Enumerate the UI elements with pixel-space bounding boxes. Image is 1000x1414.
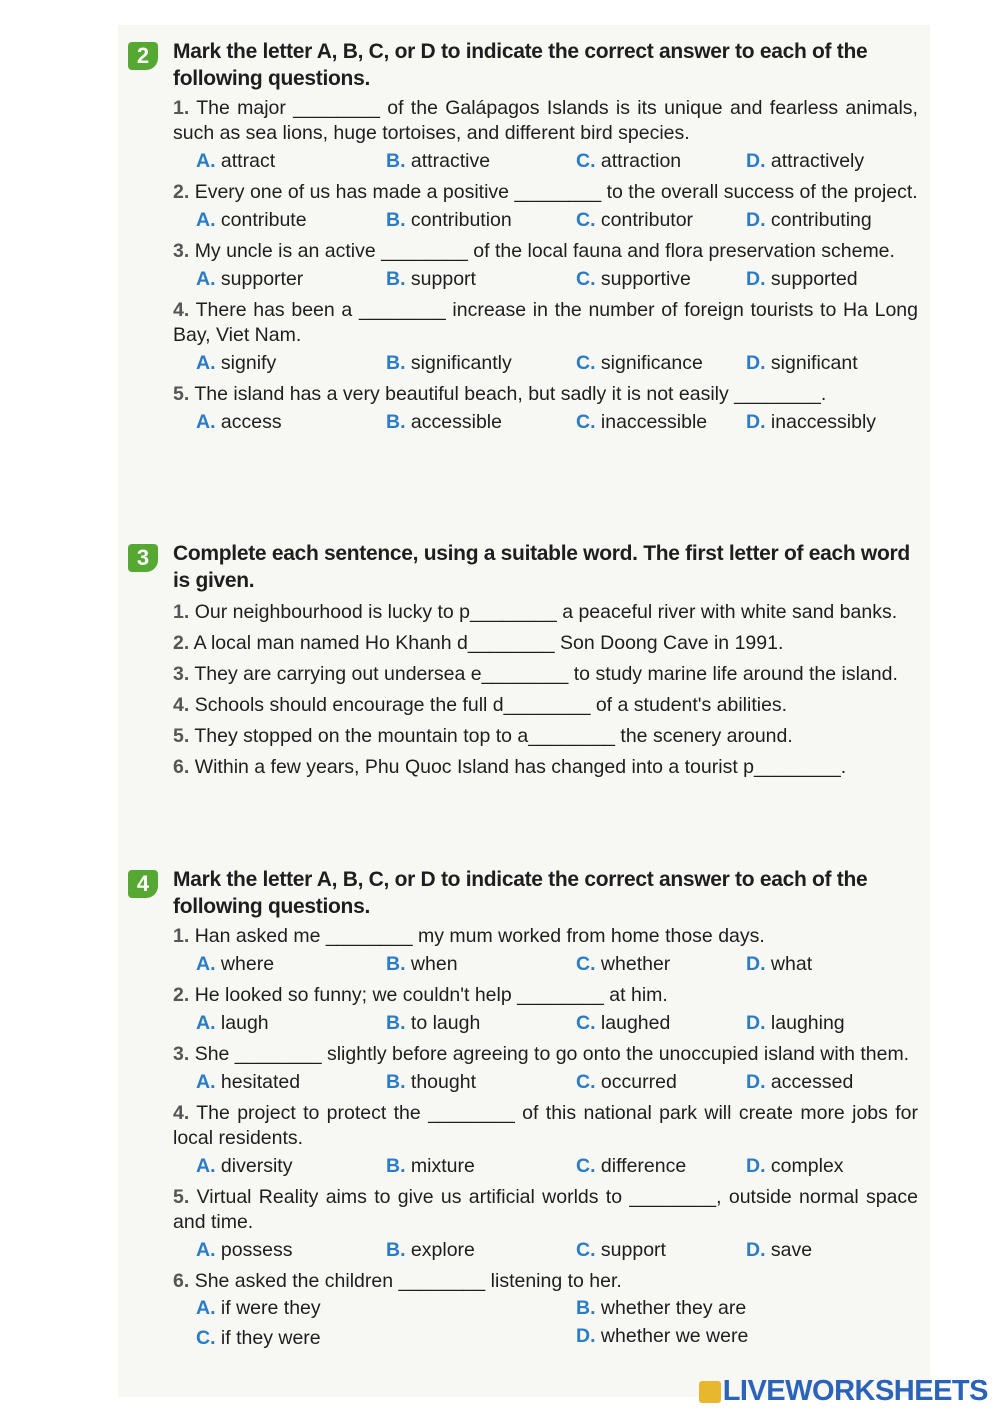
answer-options	[196, 205, 918, 235]
answer-options	[196, 949, 918, 979]
section-number-badge: 4	[128, 870, 158, 898]
question-text: He looked so funny; we couldn't help ________ at him.	[194, 984, 668, 1006]
question-text: My uncle is an active ________ of the local fauna and flora preservation scheme.	[194, 240, 895, 262]
option-a[interactable]: A. possess	[196, 1239, 293, 1261]
question-number: 2.	[173, 984, 190, 1006]
option-c[interactable]: C. contributor	[576, 209, 694, 231]
question	[173, 298, 918, 348]
question-number: 3.	[173, 663, 190, 685]
question	[173, 924, 918, 949]
option-c[interactable]: C. inaccessible	[576, 411, 708, 433]
option-d[interactable]: D. significant	[746, 352, 858, 374]
option-b[interactable]: B. contribution	[386, 209, 512, 231]
option-d[interactable]: D. complex	[746, 1155, 844, 1177]
logo-icon	[699, 1381, 721, 1403]
option-d[interactable]: D. accessed	[746, 1071, 854, 1093]
option-d[interactable]: D. contributing	[746, 209, 872, 231]
option-d[interactable]: D. laughing	[746, 1012, 845, 1034]
option-a[interactable]: A. if were they	[196, 1297, 321, 1319]
option-b[interactable]: B. to laugh	[386, 1012, 481, 1034]
question	[173, 1269, 918, 1294]
question-text: Every one of us has made a positive ________ to the overall success of the project.	[194, 181, 918, 203]
question	[173, 239, 918, 264]
option-c[interactable]: C. whether	[576, 953, 671, 975]
section-4	[128, 866, 918, 1354]
option-a[interactable]: A. signify	[196, 352, 277, 374]
question	[173, 382, 918, 407]
section-2	[128, 38, 918, 437]
question-number: 4.	[173, 299, 190, 321]
answer-options	[196, 1151, 918, 1181]
option-c[interactable]: C. significance	[576, 352, 703, 374]
question	[173, 662, 918, 687]
question-text[interactable]: Within a few years, Phu Quoc Island has changed into a tourist p________.	[194, 756, 847, 778]
option-b[interactable]: B. thought	[386, 1071, 476, 1093]
question-number: 4.	[173, 694, 190, 716]
option-c[interactable]: C. if they were	[196, 1327, 321, 1349]
question	[173, 96, 918, 146]
question	[173, 1185, 918, 1235]
option-d[interactable]: D. save	[746, 1239, 813, 1261]
question-text: The island has a very beautiful beach, but sadly it is not easily ________.	[194, 383, 827, 405]
option-c[interactable]: C. supportive	[576, 268, 691, 290]
option-a[interactable]: A. where	[196, 953, 275, 975]
question	[173, 1042, 918, 1067]
option-b[interactable]: B. accessible	[386, 411, 502, 433]
option-a[interactable]: A. access	[196, 411, 282, 433]
question-text[interactable]: A local man named Ho Khanh d________ Son Doong Cave in 1991.	[193, 632, 784, 654]
section-number-badge: 2	[128, 42, 158, 70]
section-instruction: Mark the letter A, B, C, or D to indicate the correct answer to each of the following questions.	[173, 868, 868, 918]
answer-options	[196, 348, 918, 378]
option-c[interactable]: C. support	[576, 1239, 666, 1261]
question-number: 1.	[173, 601, 190, 623]
question	[173, 180, 918, 205]
section-number-badge: 3	[128, 544, 158, 572]
option-d[interactable]: D. attractively	[746, 150, 865, 172]
question-number: 5.	[173, 383, 190, 405]
question-number: 1.	[173, 925, 190, 947]
option-d[interactable]: D. supported	[746, 268, 858, 290]
question-number: 2.	[173, 632, 190, 654]
section-instruction: Complete each sentence, using a suitable word. The first letter of each word is given.	[173, 542, 910, 592]
question-text[interactable]: They are carrying out undersea e________ to study marine life around the island.	[194, 663, 898, 685]
question-text: Virtual Reality aims to give us artificial worlds to ________, outside normal space and time.	[173, 1186, 918, 1233]
question-number: 6.	[173, 756, 190, 778]
option-d[interactable]: D. what	[746, 953, 813, 975]
option-b[interactable]: B. significantly	[386, 352, 512, 374]
answer-options	[196, 1235, 918, 1265]
question	[173, 1101, 918, 1151]
option-a[interactable]: A. contribute	[196, 209, 307, 231]
option-c[interactable]: C. laughed	[576, 1012, 671, 1034]
option-a[interactable]: A. hesitated	[196, 1071, 301, 1093]
question	[173, 724, 918, 749]
section-instruction: Mark the letter A, B, C, or D to indicate the correct answer to each of the following questions.	[173, 40, 868, 90]
option-c[interactable]: C. attraction	[576, 150, 682, 172]
option-b[interactable]: B. attractive	[386, 150, 491, 172]
option-a[interactable]: A. supporter	[196, 268, 304, 290]
question-number: 3.	[173, 240, 190, 262]
question	[173, 983, 918, 1008]
option-a[interactable]: A. diversity	[196, 1155, 293, 1177]
option-b[interactable]: B. explore	[386, 1239, 475, 1261]
question	[173, 755, 918, 780]
question	[173, 693, 918, 718]
question-text[interactable]: Our neighbourhood is lucky to p________ a peaceful river with white sand banks.	[194, 601, 898, 623]
question	[173, 600, 918, 625]
question-number: 6.	[173, 1270, 190, 1292]
answer-options	[196, 1008, 918, 1038]
answer-options	[196, 1067, 918, 1097]
question-text[interactable]: They stopped on the mountain top to a________ the scenery around.	[194, 725, 793, 747]
question-number: 4.	[173, 1102, 190, 1124]
question-number: 1.	[173, 97, 190, 119]
answer-options	[196, 264, 918, 294]
option-d[interactable]: D. inaccessibly	[746, 411, 877, 433]
liveworksheets-logo	[699, 1375, 988, 1408]
question-text: Han asked me ________ my mum worked from home those days.	[194, 925, 765, 947]
question-text[interactable]: Schools should encourage the full d________ of a student's abilities.	[194, 694, 788, 716]
question-number: 2.	[173, 181, 190, 203]
question-text: She ________ slightly before agreeing to go onto the unoccupied island with them.	[194, 1043, 910, 1065]
logo-text: LIVEWORKSHEETS	[722, 1375, 988, 1407]
option-b[interactable]: B. when	[386, 953, 458, 975]
section-3	[128, 540, 918, 780]
question-number: 5.	[173, 1186, 190, 1208]
answer-options	[196, 1294, 918, 1354]
option-b[interactable]: B. support	[386, 268, 476, 290]
question	[173, 631, 918, 656]
option-c[interactable]: C. occurred	[576, 1071, 677, 1093]
question-text: The project to protect the ________ of this national park will create more jobs for local residents.	[173, 1102, 918, 1149]
option-b[interactable]: B. mixture	[386, 1155, 475, 1177]
option-d[interactable]: D. whether we were	[576, 1325, 749, 1347]
answer-options	[196, 407, 918, 437]
answer-options	[196, 146, 918, 176]
question-text: The major ________ of the Galápagos Islands is its unique and fearless animals, such as sea lions, huge tortoises, and different bird species.	[173, 97, 918, 144]
option-a[interactable]: A. laugh	[196, 1012, 269, 1034]
question-number: 5.	[173, 725, 190, 747]
option-c[interactable]: C. difference	[576, 1155, 687, 1177]
option-a[interactable]: A. attract	[196, 150, 276, 172]
question-number: 3.	[173, 1043, 190, 1065]
option-b[interactable]: B. whether they are	[576, 1297, 747, 1319]
question-text: There has been a ________ increase in the number of foreign tourists to Ha Long Bay, Viet Nam.	[173, 299, 918, 346]
question-text: She asked the children ________ listening to her.	[194, 1270, 622, 1292]
